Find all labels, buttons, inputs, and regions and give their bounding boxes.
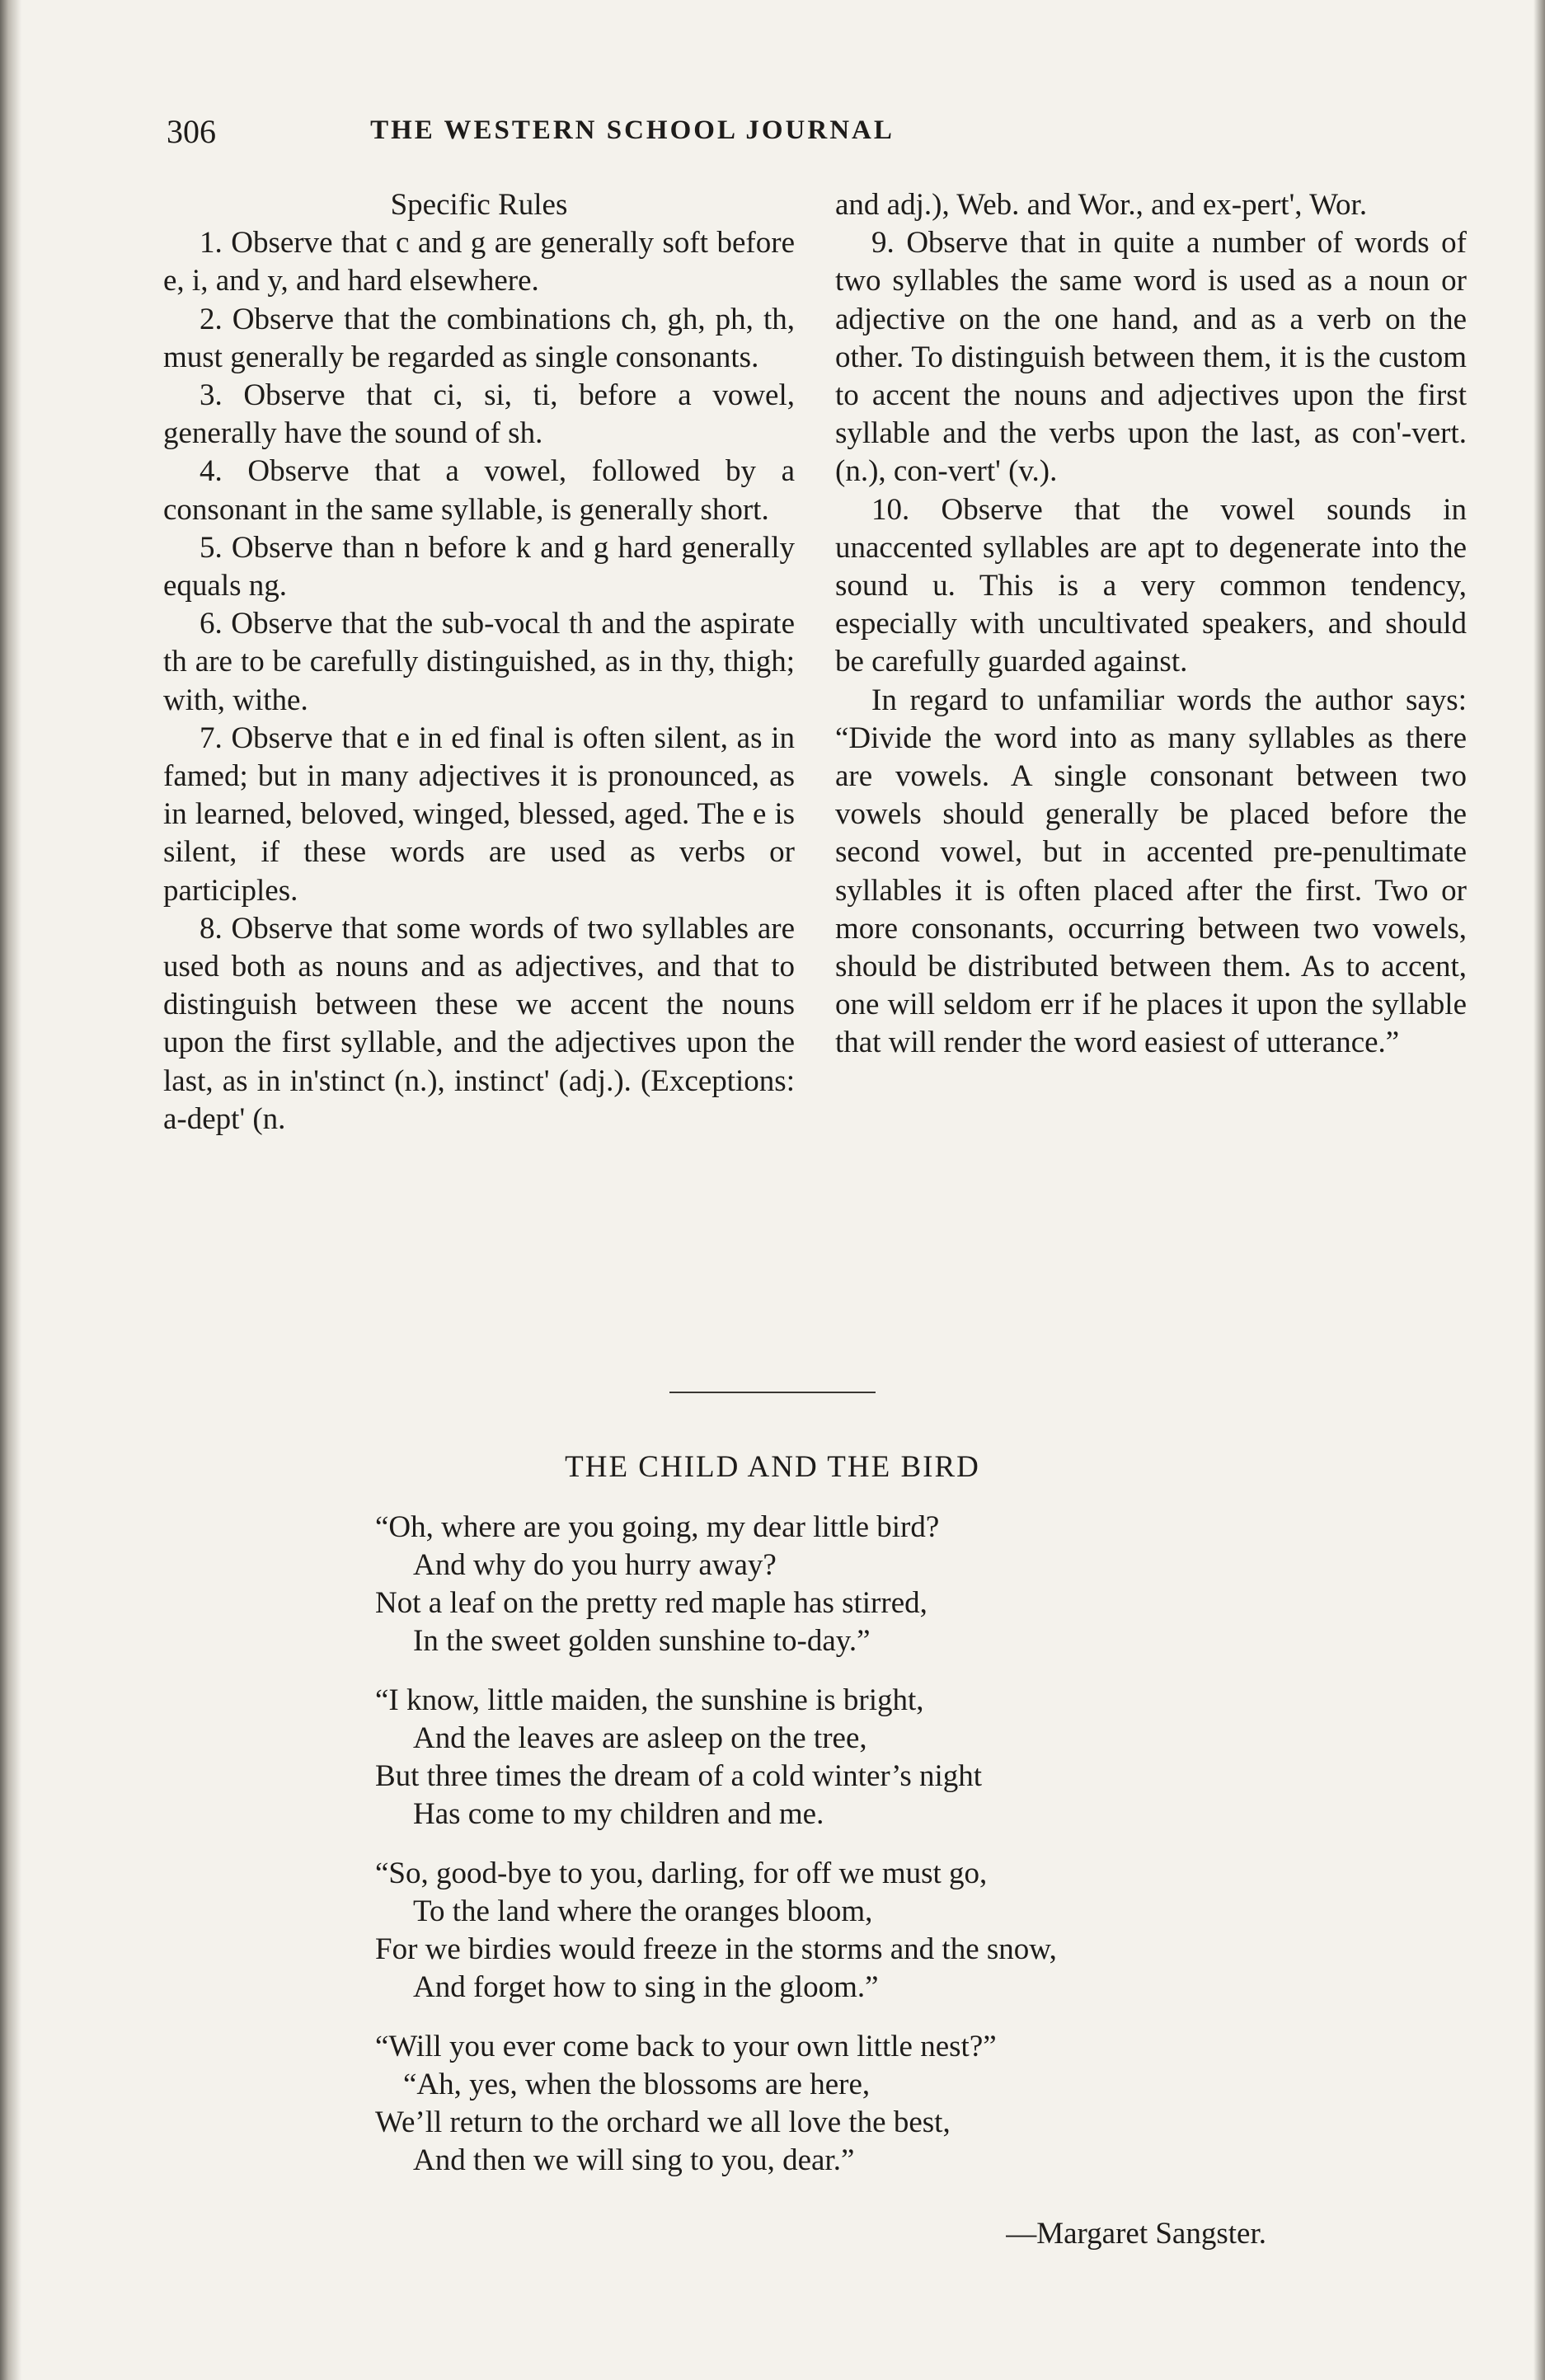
rule-paragraph: 8. Observe that some words of two syllables are used both as nouns and as adjectives, and that to distinguish between these we accent the nouns upon the first syllable, and the adjectives upon the last, as in in'stinct (n.), instinct' (adj.). (Exceptions: a-dept' (n. xyxy=(163,911,795,1136)
poem-stanza xyxy=(375,1855,1282,2007)
poem-line: “Ah, yes, when the blossoms are here, xyxy=(403,2068,871,2101)
poem-line: “Oh, where are you going, my dear little bird? xyxy=(375,1510,940,1544)
poem-line: For we birdies would freeze in the storms and the snow, xyxy=(375,1932,1057,1966)
rule-paragraph: 10. Observe that the vowel sounds in unaccented syllables are apt to degenerate into the sound u. This is a very common tendency, especially with uncultivated speakers, and should be carefully guarded against. xyxy=(835,492,1467,679)
rule-paragraph: 6. Observe that the sub-vocal th and the aspirate th are to be carefully distinguished, as in thy, thigh; with, withe. xyxy=(163,607,795,717)
page-binding-edge xyxy=(0,0,21,2380)
poem-line: And the leaves are asleep on the tree, xyxy=(413,1721,867,1755)
poem-line: Not a leaf on the pretty red maple has stirred, xyxy=(375,1586,927,1620)
poem-line: And forget how to sing in the gloom.” xyxy=(413,1970,879,2004)
poem-line: To the land where the oranges bloom, xyxy=(413,1894,873,1928)
rule-paragraph: 4. Observe that a vowel, followed by a consonant in the same syllable, is generally short. xyxy=(163,454,795,527)
running-title: THE WESTERN SCHOOL JOURNAL xyxy=(370,115,895,145)
page-right-edge xyxy=(1533,0,1545,2380)
poem-stanza xyxy=(375,2028,1282,2180)
poem-body xyxy=(375,1509,1282,2201)
rule-paragraph: 3. Observe that ci, si, ti, before a vowel, generally have the sound of sh. xyxy=(163,378,795,451)
poem-line: But three times the dream of a cold winter’s night xyxy=(375,1759,983,1793)
right-column xyxy=(835,186,1467,1063)
page-header xyxy=(167,112,1098,162)
poem-stanza xyxy=(375,1682,1282,1833)
poem-line: In the sweet golden sunshine to-day.” xyxy=(413,1624,871,1658)
page-number: 306 xyxy=(167,113,216,150)
section-divider xyxy=(669,1392,876,1393)
poem-line: “So, good-bye to you, darling, for off we must go, xyxy=(375,1857,988,1890)
poem-title: THE CHILD AND THE BIRD xyxy=(565,1450,980,1484)
rule-paragraph: 1. Observe that c and g are generally soft before e, i, and y, and hard elsewhere. xyxy=(163,226,795,298)
poem-author: —Margaret Sangster. xyxy=(1006,2217,1266,2251)
poem-stanza xyxy=(375,1509,1282,1660)
poem-line: And then we will sing to you, dear.” xyxy=(413,2143,855,2177)
rule-paragraph: 9. Observe that in quite a number of words of two syllables the same word is used as a noun or adjective on the one hand, and as a verb on the other. To distinguish between them, it is the custom to accent the nouns and adjectives upon the first syllable and the verbs upon the last, as con'-vert. (n.), con-vert' (v.). xyxy=(835,226,1467,489)
poem-line: “I know, little maiden, the sunshine is bright, xyxy=(375,1683,924,1717)
rule-paragraph: 5. Observe than n before k and g hard generally equals ng. xyxy=(163,530,795,603)
poem-line: “Will you ever come back to your own little nest?” xyxy=(375,2030,997,2063)
left-column xyxy=(163,186,795,1138)
poem-line: We’ll return to the orchard we all love the best, xyxy=(375,2105,951,2139)
poem-line: And why do you hurry away? xyxy=(413,1548,777,1582)
continued-paragraph: and adj.), Web. and Wor., and ex-pert', Wor. xyxy=(835,188,1368,222)
poem-line: Has come to my children and me. xyxy=(413,1797,824,1831)
body-paragraph: In regard to unfamiliar words the author says: “Divide the word into as many syllables as there are vowels. A single consonant between two vowels should generally be placed before the second vowel, but in accented pre-penultimate syllables it is often placed after the first. Two or more consonants, occurring between two vowels, should be distributed between them. As to accent, one will seldom err if he places it upon the syllable that will render the word easiest of utterance.” xyxy=(835,683,1467,1060)
section-heading: Specific Rules xyxy=(390,188,568,222)
rule-paragraph: 2. Observe that the combinations ch, gh, ph, th, must generally be regarded as single consonants. xyxy=(163,302,795,374)
rule-paragraph: 7. Observe that e in ed final is often silent, as in famed; but in many adjectives it is pronounced, as in learned, beloved, winged, blessed, aged. The e is silent, if these words are used as verbs or participles. xyxy=(163,721,795,908)
